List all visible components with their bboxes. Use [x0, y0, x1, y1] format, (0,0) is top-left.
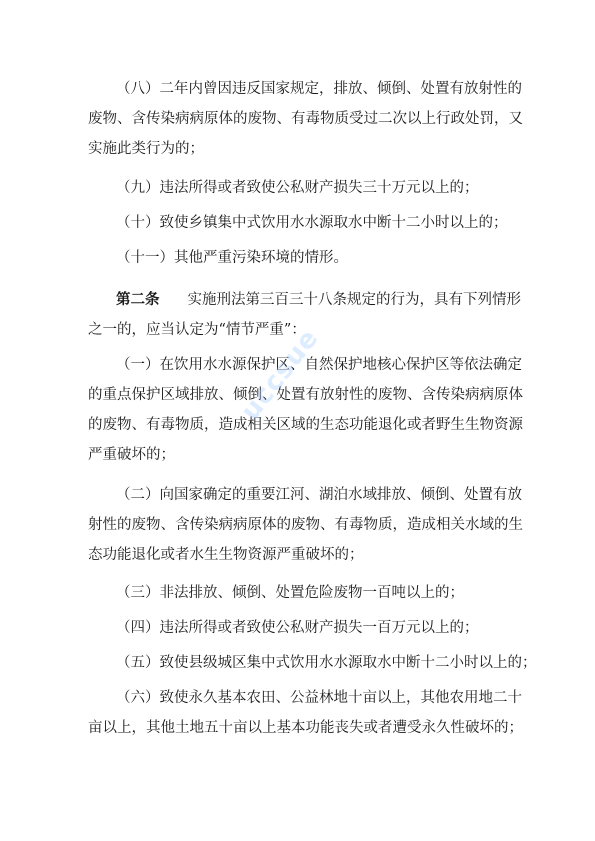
clause-4 — [88, 613, 514, 643]
clause-2-line-1: （二）向国家确定的重要江河、湖泊水域排放、倾倒、处置有放 — [116, 487, 522, 503]
item-8-line-2: 废物、含传染病病原体的废物、有毒物质受过二次以上行政处罚，又 — [88, 111, 523, 127]
item-10 — [88, 208, 514, 238]
clause-6 — [88, 683, 523, 743]
clause-6-line-1: （六）致使永久基本农田、公益林地十亩以上，其他农用地二十 — [116, 690, 522, 706]
clause-1-line-4: 严重破坏的； — [88, 447, 175, 463]
clause-5-line-1: （五）致使县级城区集中式饮用水水源取水中断十二小时以上的； — [116, 655, 537, 671]
item-10-line-1: （十）致使乡镇集中式饮用水水源取水中断十二小时以上的； — [116, 215, 508, 231]
article-2-title: 第二条 — [116, 291, 160, 308]
clause-4-line-1: （四）违法所得或者致使公私财产损失一百万元以上的； — [116, 620, 479, 636]
item-8 — [88, 74, 523, 164]
item-8-line-1: （八）二年内曾因违反国家规定，排放、倾倒、处置有放射性的 — [116, 81, 522, 97]
clause-2-line-3: 态功能退化或者水生生物资源严重破坏的； — [88, 547, 364, 563]
clause-1-line-3: 的废物、有毒物质，造成相关区域的生态功能退化或者野生生物资源 — [88, 417, 523, 433]
item-11-line-1: （十一）其他严重污染环境的情形。 — [116, 250, 348, 266]
article-2-line-2: 之一的，应当认定为“情节严重”： — [88, 322, 306, 338]
clause-3 — [88, 578, 514, 608]
article-2-line-1 — [88, 285, 521, 315]
item-8-line-3: 实施此类行为的； — [88, 141, 204, 157]
clause-3-line-1: （三）非法排放、倾倒、处置危险废物一百吨以上的； — [116, 585, 464, 601]
clause-1 — [88, 350, 523, 470]
clause-2-line-2: 射性的废物、含传染病病原体的废物、有毒物质，造成相关水域的生 — [88, 517, 523, 533]
clause-1-line-1: （一）在饮用水水源保护区、自然保护地核心保护区等依法确定 — [116, 357, 522, 373]
clause-6-line-2: 亩以上，其他土地五十亩以上基本功能丧失或者遭受永久性破坏的； — [88, 720, 523, 736]
article-2-text-1: 实施刑法第三百三十八条规定的行为，具有下列情形 — [187, 292, 521, 308]
clause-5 — [88, 648, 537, 678]
article-2 — [88, 285, 521, 345]
watermark: uccsue — [235, 323, 325, 427]
item-9 — [88, 173, 514, 203]
item-9-line-1: （九）违法所得或者致使公私财产损失三十万元以上的； — [116, 180, 479, 196]
clause-1-line-2: 的重点保护区域排放、倾倒、处置有放射性的废物、含传染病病原体 — [88, 387, 523, 403]
item-11 — [88, 243, 514, 273]
clause-2 — [88, 480, 523, 570]
